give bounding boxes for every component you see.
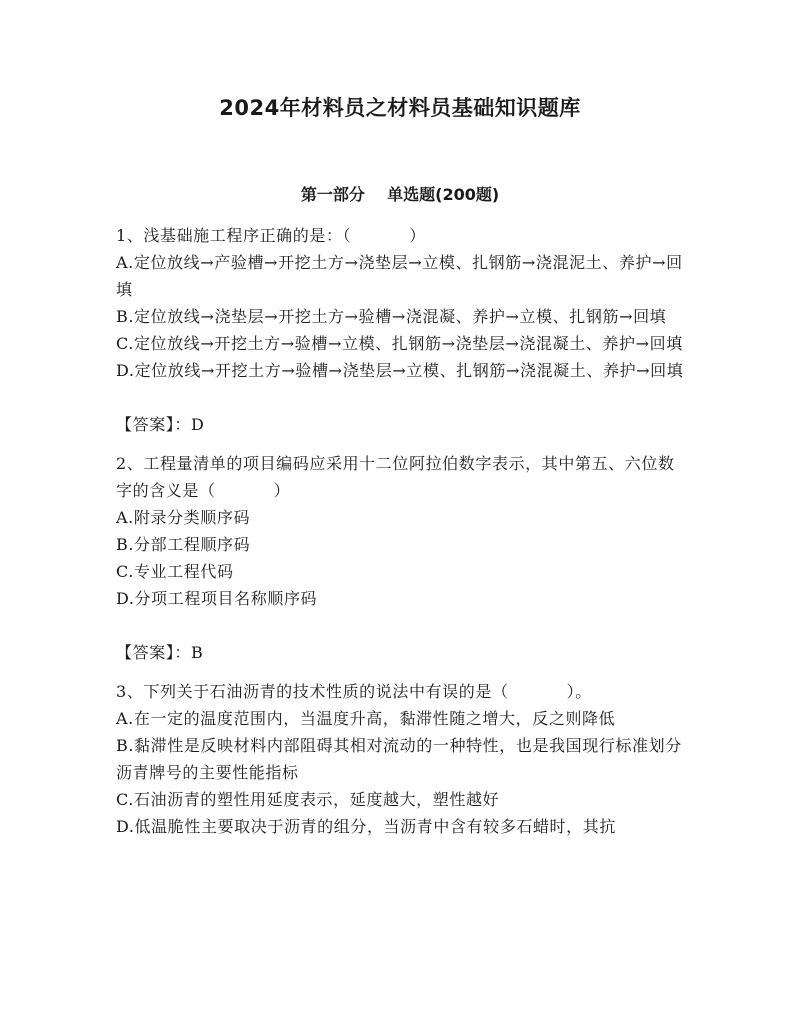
option-d: D.分项工程项目名称顺序码 [116,589,318,608]
question-stem [116,450,688,504]
question-1 [116,222,688,438]
question-stem-text: 1、浅基础施工程序正确的是：（ [116,226,352,245]
answer-label: 【答案】： [116,415,192,434]
question-2 [116,450,688,666]
option-b: B.黏滞性是反映材料内部阻碍其相对流动的一种特性，也是我国现行标准划分沥青牌号的主要性能指标 [116,736,682,782]
answer-label: 【答案】： [116,643,192,662]
option-a: A.在一定的温度范围内，当温度升高，黏滞性随之增大，反之则降低 [116,709,616,728]
option-c: C.石油沥青的塑性用延度表示，延度越大，塑性越好 [116,790,500,809]
option-c: C.专业工程代码 [116,562,234,581]
question-3 [116,678,688,840]
question-stem [116,222,688,249]
option-d: D.低温脆性主要取决于沥青的组分，当沥青中含有较多石蜡时，其抗 [116,817,616,836]
option-a: A.附录分类顺序码 [116,508,251,527]
option-b: B.分部工程顺序码 [116,535,251,554]
option-a: A.定位放线→产验槽→开挖土方→浇垫层→立模、扎钢筋→浇混泥土、养护→回填 [116,253,683,299]
question-stem-text: 2、工程量清单的项目编码应采用十二位阿拉伯数字表示，其中第五、六位数字的含义是（ [116,454,675,500]
option-b: B.定位放线→浇垫层→开挖土方→验槽→浇混凝、养护→立模、扎钢筋→回填 [116,307,667,326]
option-c: C.定位放线→开挖土方→验槽→立模、扎钢筋→浇垫层→浇混凝土、养护→回填 [116,334,683,353]
answer-value: D [191,415,205,434]
section-title: 第一部分 单选题(200题) [300,185,500,204]
question-stem-end: ） [273,481,291,500]
question-stem-end: ） [409,226,426,245]
document-title: 2024年材料员之材料员基础知识题库 [219,96,581,120]
answer-line [116,411,688,438]
question-list [116,222,688,840]
option-d: D.定位放线→开挖土方→验槽→浇垫层→立模、扎钢筋→浇混凝土、养护→回填 [116,361,684,380]
question-stem-end: ）。 [566,682,592,701]
answer-line [116,639,688,666]
question-stem [116,678,688,705]
answer-value: B [191,643,204,662]
question-stem-text: 3、下列关于石油沥青的技术性质的说法中有误的是（ [116,682,509,701]
